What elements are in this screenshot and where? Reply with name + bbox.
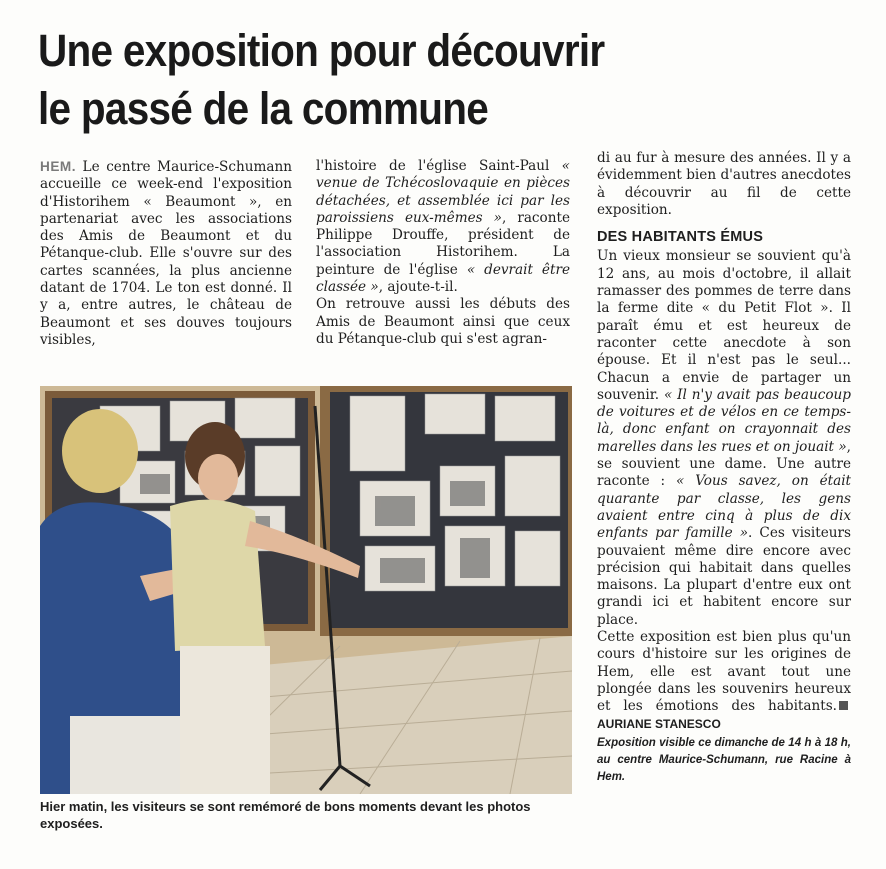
subheading: DES HABITANTS ÉMUS [597, 229, 764, 246]
article-column-3 [597, 150, 851, 786]
quote: « Il n'y avait pas beaucoup de voitures et de vélos en ce temps-là, donc enfant on crayonnait des marelles dans les rues et on jouait » [597, 386, 851, 455]
column-1-text: Le centre Maurice-Schumann accueille ce week-end l'exposition d'Historihem « Beaumont », en partenariat avec les associations des Amis de Beaumont et du Pétanque-club. Elle s'ouvre sur des cartes scannées, la plus ancienne datant de 1704. Le ton est donné. Il y a, entre autres, le château de Beaumont et ses douves toujours visibles, [40, 159, 292, 348]
headline [38, 22, 668, 138]
text-run: Un vieux monsieur se souvient qu'à 12 ans, au mois d'octobre, il allait ramasser des pommes de terre dans la ferme dite « du Petit Flot ». Il paraît ému et est heureux de raconter cette anecdote à son épouse. Et il n'est pas le seul... Chacun a envie de partager un souvenir. [597, 248, 851, 403]
text-run: , raconte Philippe Drouffe, président de l'association Historihem. La peinture de l'église [316, 209, 570, 278]
article-paragraph [40, 158, 292, 349]
text-run: . Ces visiteurs pouvaient même dire encore avec précision qui habitait dans quelles maisons. La plupart d'entre eux ont grandi ici et habitent encore sur place. [597, 525, 851, 628]
text-run: l'histoire de l'église Saint-Paul [316, 158, 562, 174]
text-run: , se souvient une dame. Une autre raconte : [597, 438, 851, 490]
article-column-2 [316, 158, 570, 348]
article-paragraph: On retrouve aussi les débuts des Amis de Beaumont ainsi que ceux du Pétanque-club qui s'est agran- [316, 296, 570, 347]
quote: « Vous savez, on était quarante par classe, les gens avaient entre cinq à plus de dix enfants par famille » [597, 473, 851, 542]
article-column-1 [40, 158, 292, 349]
photo-caption: Hier matin, les visiteurs se sont remémoré de bons moments devant les photos exposées. [40, 799, 531, 831]
article-photo [40, 386, 572, 794]
quote: « devrait être classée » [316, 261, 570, 296]
text-run: , ajoute-t-il. [378, 279, 458, 296]
article-paragraph [597, 629, 851, 733]
headline-line-1: Une exposition pour découvrir [38, 25, 605, 76]
exhibition-info: Exposition visible ce dimanche de 14 h à 18 h, au centre Maurice-Schumann, rue Racine à Hem. [597, 736, 851, 783]
article-paragraph: di au fur à mesure des années. Il y a évidemment bien d'autres anecdotes à découvrir au fil de cette exposition. [597, 150, 851, 218]
author-byline: AURIANE STANESCO [597, 716, 721, 731]
end-square-icon [839, 701, 848, 710]
lead-place: HEM. [40, 159, 76, 174]
quote: « venue de Tchécoslovaquie en pièces détachées, et assemblée ici par les paroissiens eux-mêmes » [316, 158, 570, 226]
headline-line-2: le passé de la commune [38, 83, 489, 134]
text-run: Cette exposition est bien plus qu'un cours d'histoire sur les origines de Hem, elle est avant tout une plongée dans les souvenirs heureux et les émotions des habitants. [597, 629, 851, 715]
article-paragraph [316, 158, 570, 296]
article-paragraph [597, 248, 851, 629]
